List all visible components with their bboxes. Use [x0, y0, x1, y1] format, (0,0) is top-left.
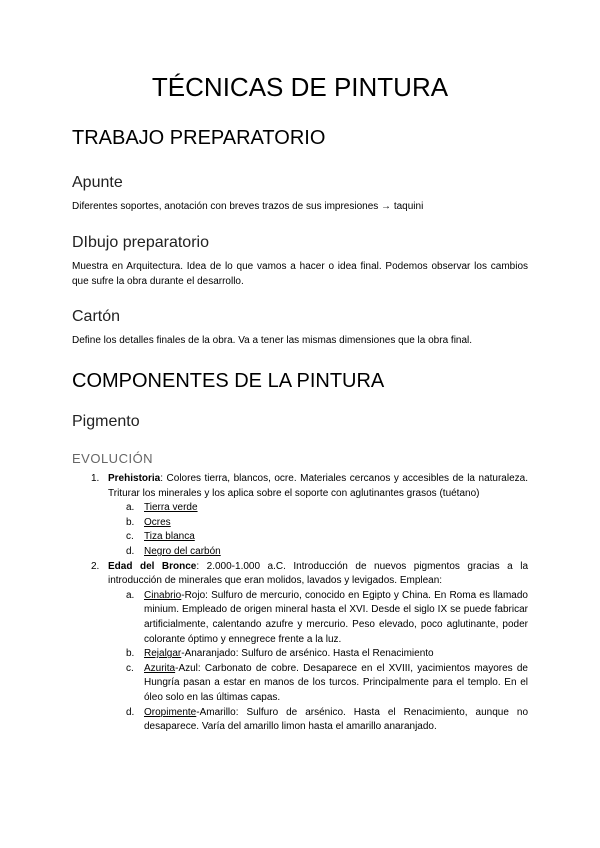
paragraph-apunte: Diferentes soportes, anotación con breves trazos de sus impresiones → taquini	[72, 201, 424, 212]
item-text: -Rojo: Sulfuro de mercurio, conocido en Egipto y China. En Roma es llamado minium. Empleado de origen mineral hasta el XVI. Desde el siglo IX se puede fabricar artificialmente, calentando azufre y mercurio. Peso elevado, poco aglutinante, poder colorante óptimo y ennegrece frente a la luz.	[144, 589, 528, 645]
heading-carton: Cartón	[72, 308, 121, 325]
sublist-edad-bronce	[108, 589, 528, 735]
heading-evolucion: EVOLUCIÓN	[72, 451, 154, 466]
heading-apunte: Apunte	[72, 174, 123, 191]
list-number: 2.	[91, 560, 100, 572]
sublist-prehistoria	[108, 501, 528, 559]
list-letter: b.	[126, 648, 135, 660]
list-item	[108, 501, 528, 516]
term-edad-bronce: Edad del Bronce	[108, 560, 197, 572]
term-tierra-verde: Tierra verde	[144, 502, 198, 514]
list-item-edad-bronce	[72, 560, 528, 735]
list-item-prehistoria	[72, 472, 528, 560]
list-item	[108, 545, 528, 560]
heading-dibujo-preparatorio: DIbujo preparatorio	[72, 234, 209, 251]
paragraph-carton: Define los detalles finales de la obra. Va a tener las mismas dimensiones que la obra final.	[72, 335, 473, 346]
list-item	[108, 706, 528, 735]
heading-pigmento: Pigmento	[72, 413, 140, 430]
list-item	[108, 589, 528, 647]
list-letter: c.	[126, 531, 134, 543]
item-text: -Azul: Carbonato de cobre. Desaparece en el XVIII, yacimientos mayores de Hungría pasan a estar en manos de los turcos. Principalmente para el templo. En el óleo solo en las últimas capas.	[144, 662, 528, 703]
list-letter: a.	[126, 502, 135, 514]
item-text: -Amarillo: Sulfuro de arsénico. Hasta el Renacimiento, aunque no desaparece. Varía del amarillo limon hasta el amarillo anaranjado.	[144, 706, 528, 733]
heading-trabajo-preparatorio: TRABAJO PREPARATORIO	[72, 127, 326, 149]
term-oropimente: Oropimente	[144, 706, 197, 718]
list-letter: d.	[126, 706, 135, 718]
list-letter: b.	[126, 516, 135, 528]
heading-componentes: COMPONENTES DE LA PINTURA	[72, 370, 385, 392]
paragraph-dibujo: Muestra en Arquitectura. Idea de lo que vamos a hacer o idea final. Podemos observar los cambios que sufre la obra durante el desarrollo.	[72, 261, 528, 287]
list-letter: d.	[126, 545, 135, 557]
term-rejalgar: Rejalgar	[144, 648, 182, 660]
list-item	[108, 516, 528, 531]
term-ocres: Ocres	[144, 516, 171, 528]
term-tiza-blanca: Tiza blanca	[144, 531, 195, 543]
list-item	[108, 662, 528, 706]
item-text: : 2.000-1.000 a.C. Introducción de nuevos pigmentos gracias a la introducción de minerales que eran molidos, lavados y levigados. Emplean:	[108, 560, 529, 587]
list-letter: c.	[126, 662, 134, 674]
term-negro-carbon: Negro del carbón	[144, 545, 221, 557]
item-text: : Colores tierra, blancos, ocre. Materiales cercanos y accesibles de la naturaleza. Triturar los minerales y los aplica sobre el soporte con aglutinantes grasos (tuétano)	[108, 473, 528, 499]
list-number: 1.	[91, 473, 100, 484]
term-prehistoria: Prehistoria	[108, 473, 161, 484]
list-item	[108, 647, 528, 662]
item-text: -Anaranjado: Sulfuro de arsénico. Hasta el Renacimiento	[181, 648, 434, 660]
evolution-list	[72, 472, 528, 735]
page-title: TÉCNICAS DE PINTURA	[151, 72, 449, 102]
term-cinabrio: Cinabrio	[144, 589, 182, 601]
list-letter: a.	[126, 589, 135, 601]
list-item	[108, 530, 528, 545]
term-azurita: Azurita	[144, 662, 176, 674]
